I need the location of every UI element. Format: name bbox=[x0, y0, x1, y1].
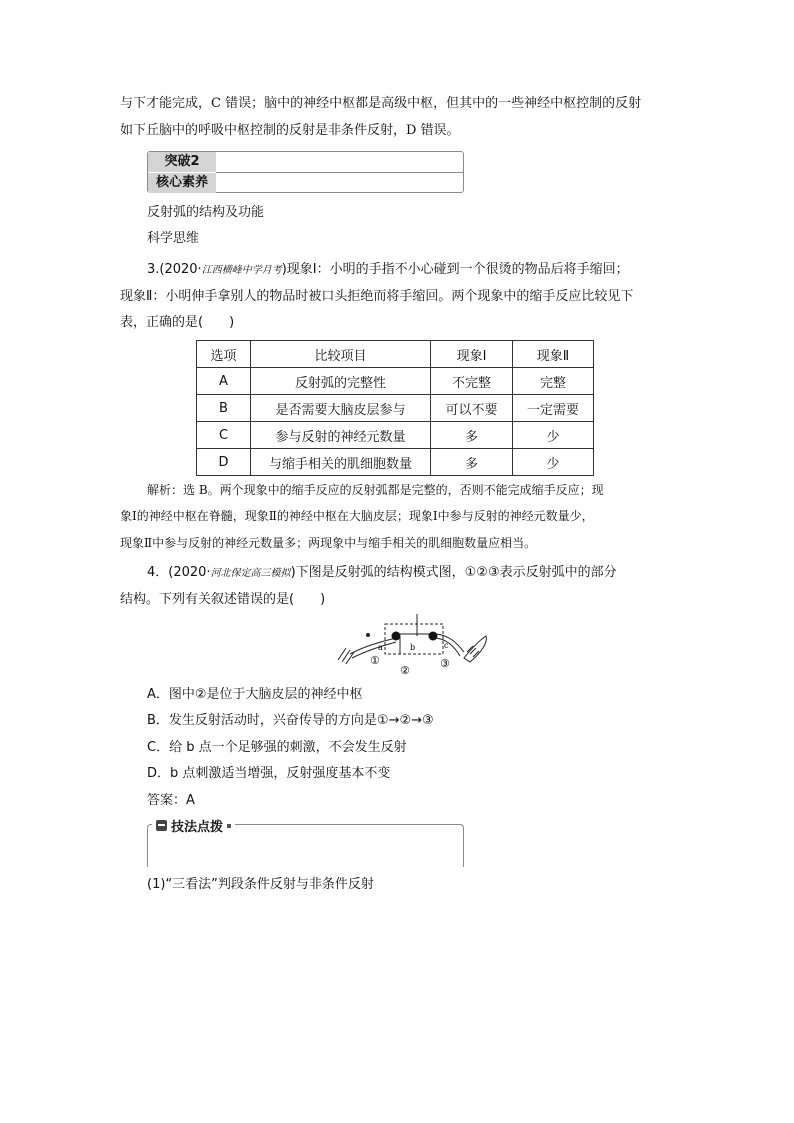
table-cell: 多 bbox=[431, 449, 513, 476]
skill-item: (1)“三看法”判段条件反射与非条件反射 bbox=[147, 877, 374, 892]
skill-box bbox=[147, 820, 464, 867]
option-a: A．图中②是位于大脑皮层的神经中枢 bbox=[147, 687, 363, 702]
section-title: 反射弧的结构及功能 bbox=[147, 205, 265, 220]
option-d: D．b 点刺激适当增强，反射强度基本不变 bbox=[147, 766, 391, 781]
table-cell: 少 bbox=[513, 449, 594, 476]
table-row bbox=[197, 368, 594, 395]
table-header: 现象Ⅱ bbox=[513, 341, 594, 368]
table-header: 现象Ⅰ bbox=[431, 341, 513, 368]
table-cell: C bbox=[197, 422, 251, 449]
paragraph-line: 与下才能完成，C 错误；脑中的神经中枢都是高级中枢，但其中的一些神经中枢控制的反射 bbox=[120, 96, 642, 111]
label-c: c bbox=[444, 641, 449, 650]
neuron-body bbox=[392, 632, 401, 641]
table-header-row bbox=[197, 341, 594, 368]
option-c: C．给 b 点一个足够强的刺激，不会发生反射 bbox=[147, 740, 407, 755]
table-cell: 完整 bbox=[513, 368, 594, 395]
minus-box-icon bbox=[156, 820, 167, 831]
question-source: 江西横峰中学月考 bbox=[201, 265, 282, 276]
table-header: 比较项目 bbox=[251, 341, 431, 368]
analysis-line: 解析：选 B。两个现象中的缩手反应的反射弧都是完整的，否则不能完成缩手反应；现 bbox=[147, 483, 604, 497]
table-cell: 一定需要 bbox=[513, 395, 594, 422]
neuron-body bbox=[429, 632, 438, 641]
table-cell: 与缩手相关的肌细胞数量 bbox=[251, 449, 431, 476]
skill-title-text: 技法点拨 bbox=[171, 820, 224, 835]
question-3-line bbox=[147, 260, 629, 281]
section-subtitle: 科学思维 bbox=[147, 231, 200, 246]
table-cell: 是否需要大脑皮层参与 bbox=[251, 395, 431, 422]
question-prefix: 3.(2020· bbox=[147, 262, 202, 277]
reflex-arc-diagram bbox=[330, 612, 490, 677]
table-cell: 参与反射的神经元数量 bbox=[251, 422, 431, 449]
label-num-3: ③ bbox=[440, 657, 450, 670]
core-literacy-label: 核心素养 bbox=[148, 173, 216, 193]
question-text: )现象Ⅰ：小明的手指不小心碰到一个很烫的物品后将手缩回； bbox=[281, 262, 629, 277]
answer: 答案：A bbox=[147, 793, 195, 808]
table-cell: B bbox=[197, 395, 251, 422]
comparison-table bbox=[196, 340, 594, 476]
label-num-2: ② bbox=[400, 664, 410, 677]
table-cell: 少 bbox=[513, 422, 594, 449]
afferent-nerve bbox=[350, 638, 396, 654]
table-cell: A bbox=[197, 368, 251, 395]
table-row bbox=[197, 449, 594, 476]
analysis-line: 现象Ⅱ中参与反射的神经元数量多；两现象中与缩手相关的肌细胞数量应相当。 bbox=[120, 536, 537, 550]
option-b: B．发生反射活动时，兴奋传导的方向是①→②→③ bbox=[147, 713, 434, 728]
question-source: 河北保定高三模拟 bbox=[210, 568, 291, 579]
divider bbox=[216, 172, 463, 173]
question-3-line: 现象Ⅱ：小明伸手拿别人的物品时被口头拒绝而将手缩回。两个现象中的缩手反应比较见下 bbox=[120, 289, 634, 304]
small-dot bbox=[366, 633, 370, 637]
label-a: a bbox=[378, 643, 383, 652]
square-dot-icon bbox=[227, 824, 231, 828]
question-prefix: 4．(2020· bbox=[147, 565, 211, 580]
paragraph-line: 如下丘脑中的呼吸中枢控制的反射是非条件反射，D 错误。 bbox=[120, 123, 460, 138]
table-cell: 多 bbox=[431, 422, 513, 449]
table-cell: 可以不要 bbox=[431, 395, 513, 422]
question-4-line bbox=[147, 563, 617, 584]
question-3-line: 表，正确的是( ) bbox=[120, 315, 235, 330]
table-cell: 反射弧的完整性 bbox=[251, 368, 431, 395]
breakthrough-box bbox=[147, 151, 464, 193]
table-cell: D bbox=[197, 449, 251, 476]
table-header: 选项 bbox=[197, 341, 251, 368]
label-b: b bbox=[410, 643, 416, 652]
table-cell: 不完整 bbox=[431, 368, 513, 395]
question-text: )下图是反射弧的结构模式图，①②③表示反射弧中的部分 bbox=[290, 565, 617, 580]
table-row bbox=[197, 395, 594, 422]
label-num-1: ① bbox=[370, 654, 380, 667]
skill-title bbox=[152, 816, 235, 835]
table-row bbox=[197, 422, 594, 449]
analysis-line: 象Ⅰ的神经中枢在脊髓，现象Ⅱ的神经中枢在大脑皮层；现象Ⅰ中参与反射的神经元数量少， bbox=[120, 509, 594, 523]
question-4-line: 结构。下列有关叙述错误的是( ) bbox=[120, 592, 326, 607]
breakthrough-label: 突破2 bbox=[148, 152, 216, 172]
